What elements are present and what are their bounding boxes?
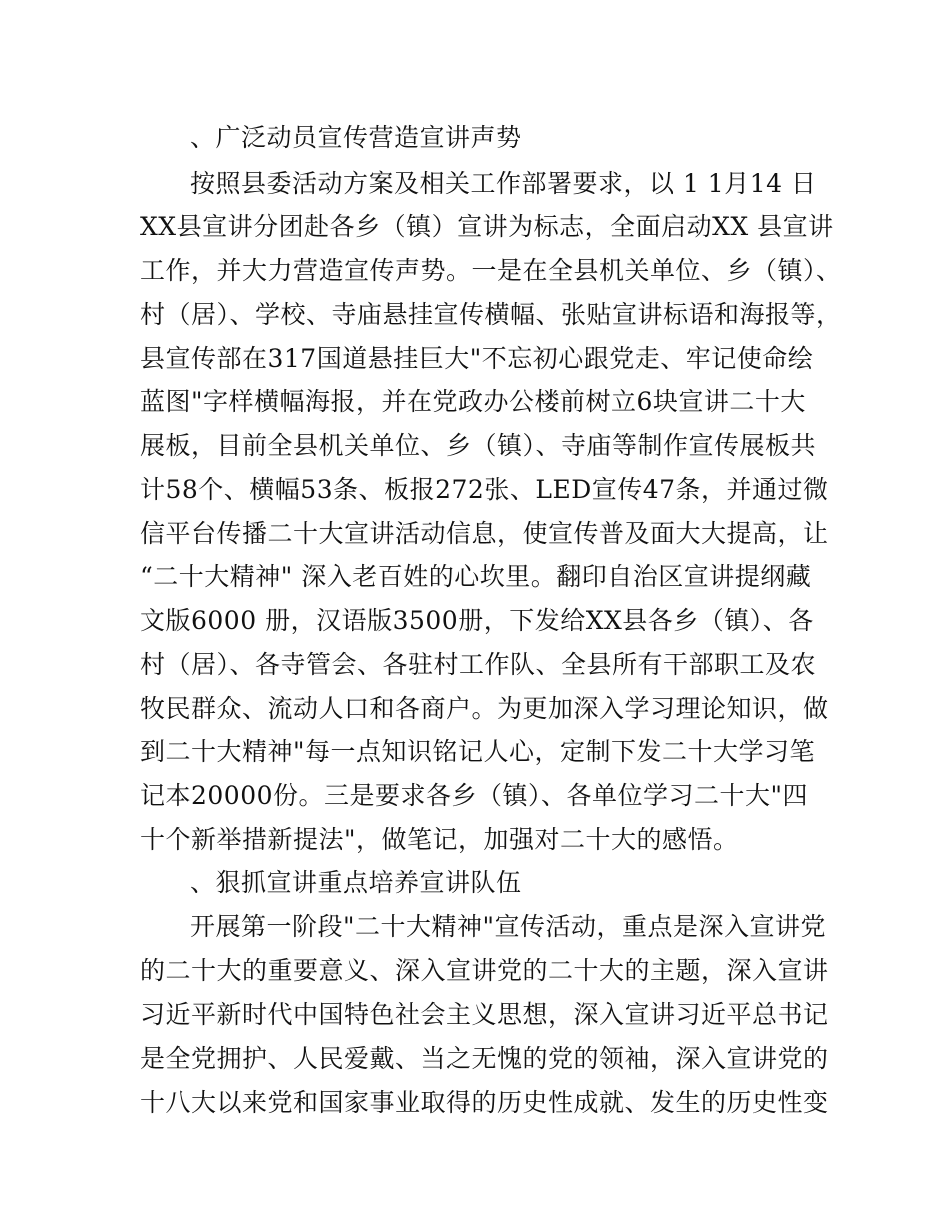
paragraph-line: 十八大以来党和国家事业取得的历史性成就、发生的历史性变 [140, 1088, 829, 1117]
paragraph-line: 蓝图"字样横幅海报，并在党政办公楼前树立6块宣讲二十大 [140, 387, 806, 416]
paragraph-line: 信平台传播二十大宣讲活动信息，使宣传普及面大大提高，让 [140, 519, 829, 548]
paragraph-line: 村（居）、各寺管会、各驻村工作队、全县所有干部职工及农 [140, 650, 817, 679]
paragraph-line: 村（居）、学校、寺庙悬挂宣传横幅、张贴宣讲标语和海报等， [140, 300, 842, 329]
paragraph-line: 展板，目前全县机关单位、乡（镇）、寺庙等制作宣传展板共 [140, 431, 817, 460]
paragraph-line: 牧民群众、流动人口和各商户。为更加深入学习理论知识，做 [140, 694, 829, 723]
paragraph-line: 县宣传部在317国道悬挂巨大"不忘初心跟党走、牢记使命绘 [140, 344, 814, 373]
section-heading-2: 、狠抓宣讲重点培养宣讲队伍 [190, 868, 522, 897]
paragraph-line: 记本20000份。三是要求各乡（镇）、各单位学习二十大"四 [140, 781, 809, 810]
paragraph-line: 工作，并大力营造宣传声势。一是在全县机关单位、乡（镇）、 [140, 256, 842, 285]
paragraph-line: 开展第一阶段"二十大精神"宣传活动，重点是深入宣讲党 [190, 912, 827, 941]
paragraph-line: “二十大精神" 深入老百姓的心坎里。翻印自治区宣讲提纲藏 [140, 562, 812, 591]
paragraph-line: 的二十大的重要意义、深入宣讲党的二十大的主题，深入宣讲 [140, 956, 829, 985]
section-heading-1: 、广泛动员宣传营造宣讲声势 [190, 123, 522, 152]
paragraph-line: 到二十大精神"每一点知识铭记人心，定制下发二十大学习笔 [140, 737, 816, 766]
paragraph-line: 按照县委活动方案及相关工作部署要求，以 1 1月14 日 [190, 169, 817, 198]
paragraph-line: 习近平新时代中国特色社会主义思想，深入宣讲习近平总书记 [140, 1000, 829, 1029]
paragraph-line: 计58个、横幅53条、板报272张、LED宣传47条，并通过微 [140, 475, 829, 504]
paragraph-line: XX县宣讲分团赴各乡（镇）宣讲为标志，全面启动XX 县宣讲 [140, 212, 834, 241]
paragraph-line: 是全党拥护、人民爱戴、当之无愧的党的领袖，深入宣讲党的 [140, 1044, 829, 1073]
paragraph-line: 十个新举措新提法"，做笔记，加强对二十大的感悟。 [140, 825, 739, 854]
paragraph-line: 文版6000 册，汉语版3500册，下发给XX县各乡（镇）、各 [140, 606, 814, 635]
